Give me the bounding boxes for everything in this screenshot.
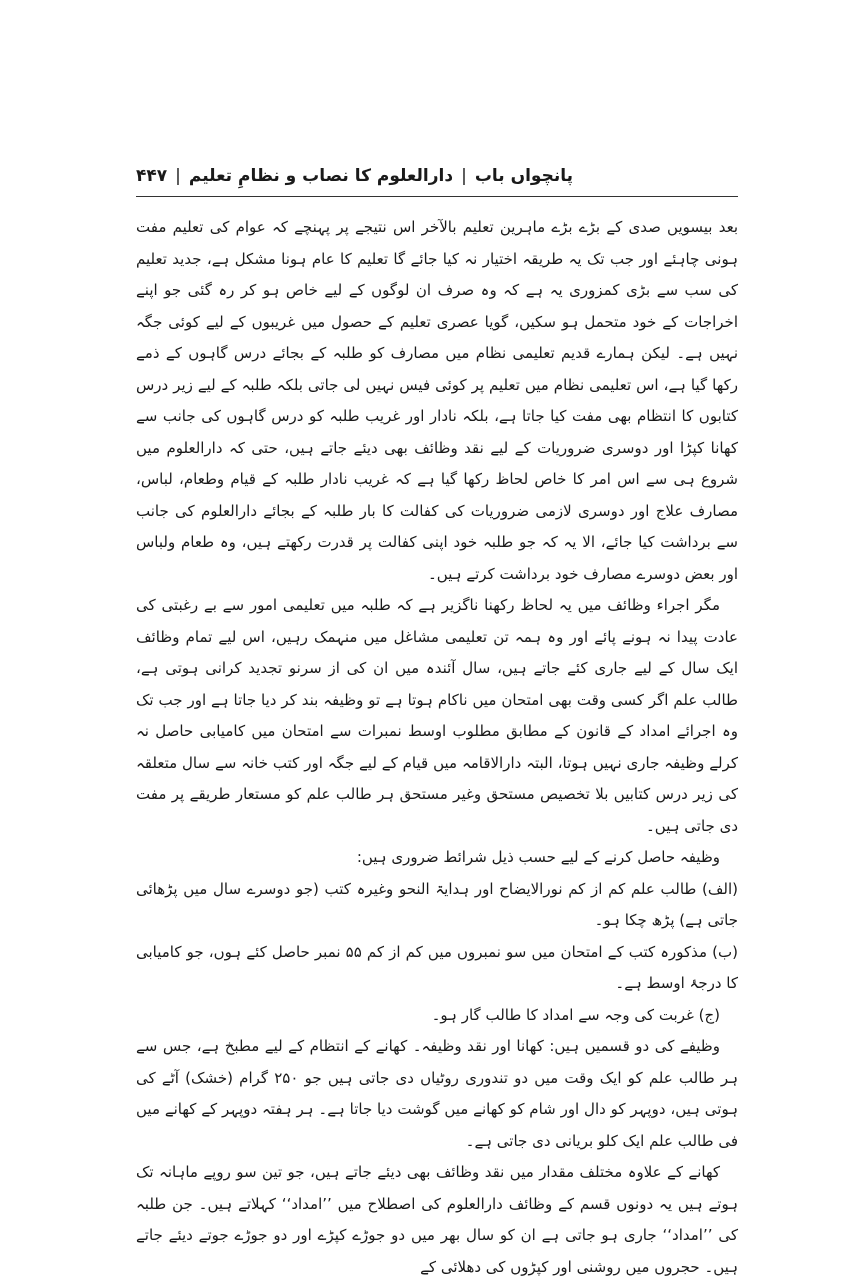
paragraph: بعد بیسویں صدی کے بڑے بڑے ماہرین تعلیم بالآخر اس نتیجے پر پہنچے کہ عوام کی تعلیم مفت ہونی چاہئے اور جب تک یہ طریقہ اختیار نہ کیا جائے گا تعلیم کا عام ہونا مشکل ہے، جدید تعلیم کی سب سے بڑی کمزوری یہ ہے کہ وہ صرف ان لوگوں کے لیے خاص ہو کر رہ گئی جو اپنے اخراجات کے خود متحمل ہو سکیں، گویا عصری تعلیم کے حصول میں غریبوں کے لیے کوئی جگہ نہیں ہے۔ لیکن ہمارے قدیم تعلیمی نظام میں مصارف کو طلبہ کے بجائے درس گاہوں کے ذمے رکھا گیا ہے، اس تعلیمی نظام میں تعلیم پر کوئی فیس نہیں لی جاتی بلکہ طلبہ کے لیے زیر درس کتابوں کا انتظام بھی مفت کیا جاتا ہے، بلکہ نادار اور غریب طلبہ کو درس گاہوں کی جانب سے کھانا کپڑا اور دوسری ضروریات کے لیے نقد وظائف بھی دیئے جاتے ہیں، حتی کہ دارالعلوم میں شروع ہی سے اس امر کا خاص لحاظ رکھا گیا ہے کہ غریب نادار طلبہ کے قیام وطعام، لباس، مصارف علاج اور دوسری لازمی ضروریات کی کفالت کا بار طلبہ کے بجائے دارالعلوم کی جانب سے برداشت کیا جائے، الا یہ کہ جو طلبہ خود اپنی کفالت پر قدرت رکھتے ہیں، وہ طعام ولباس اور بعض دوسرے مصارف خود برداشت کرتے ہیں۔ [136, 218, 738, 583]
body-text [136, 212, 738, 1283]
chapter-label: پانچواں باب [474, 166, 573, 186]
chapter-title: دارالعلوم کا نصاب و نظامِ تعلیم [188, 166, 454, 186]
paragraph: وظیفے کی دو قسمیں ہیں: کھانا اور نقد وظیفہ۔ کھانے کے انتظام کے لیے مطبخ ہے، جس سے ہر طالب علم کو ایک وقت میں دو تندوری روٹیاں دی جاتی ہیں جو ۲۵۰ گرام (خشک) آٹے کی ہوتی ہیں، دوپہر کو دال اور شام کو کھانے میں گوشت دیا جاتا ہے۔ ہر ہفتہ دوپہر کے کھانے میں فی طالب علم ایک کلو بریانی دی جاتی ہے۔ [136, 1037, 738, 1150]
paragraph: کھانے کے علاوہ مختلف مقدار میں نقد وظائف بھی دیئے جاتے ہیں، جو تین سو روپے ماہانہ تک ہوتے ہیں یہ دونوں قسم کے وظائف دارالعلوم کی اصطلاح میں ’’امداد‘‘ کہلاتے ہیں۔ جن طلبہ کی ’’امداد‘‘ جاری ہو جاتی ہے ان کو سال بھر میں دو جوڑے کپڑے اور دو جوڑے جوتے دیئے جاتے ہیں۔ حجروں میں روشنی اور کپڑوں کی دھلائی کے [136, 1163, 738, 1276]
running-header [136, 166, 732, 186]
condition-item: (ب) مذکورہ کتب کے امتحان میں سو نمبروں میں کم از کم ۵۵ نمبر حاصل کئے ہوں، جو کامیابی کا درجۂ اوسط ہے۔ [136, 942, 738, 992]
condition-item: (الف) طالب علم کم از کم نورالایضاح اور ہدایۃ النحو وغیرہ کتب (جو دوسرے سال میں پڑھائی جاتی ہے) پڑھ چکا ہو۔ [136, 879, 738, 929]
paragraph: مگر اجراء وظائف میں یہ لحاظ رکھنا ناگزیر ہے کہ طلبہ میں تعلیمی امور سے بے رغبتی کی عادت پیدا نہ ہونے پائے اور وہ ہمہ تن تعلیمی مشاغل میں منہمک رہیں، اس لیے تمام وظائف ایک سال کے لیے جاری کئے جاتے ہیں، سال آئندہ میں ان کی از سرنو تجدید کرانی ہوتی ہے، طالب علم اگر کسی وقت بھی امتحان میں ناکام ہوتا ہے تو وظیفہ بند کر دیا جاتا ہے اور جب تک وہ اجرائے امداد کے قانون کے مطابق مطلوب اوسط نمبرات سے امتحان میں کامیابی حاصل نہ کرلے وظیفہ جاری نہیں ہوتا، البتہ دارالاقامہ میں قیام کے لیے جگہ اور کتب خانہ سے سال متعلقہ کی زیر درس کتابیں بلا تخصیص مستحق وغیر مستحق ہر طالب علم کو مستعار طریقے پر مفت دی جاتی ہیں۔ [136, 596, 738, 835]
paragraph: وظیفہ حاصل کرنے کے لیے حسب ذیل شرائط ضروری ہیں: [356, 848, 720, 866]
header-separator: | [175, 166, 181, 186]
header-rule [136, 196, 738, 197]
condition-item: (ج) غربت کی وجہ سے امداد کا طالب گار ہو۔ [431, 1005, 720, 1024]
page-number: ۴۴۷ [136, 166, 168, 186]
header-separator: | [461, 166, 467, 186]
